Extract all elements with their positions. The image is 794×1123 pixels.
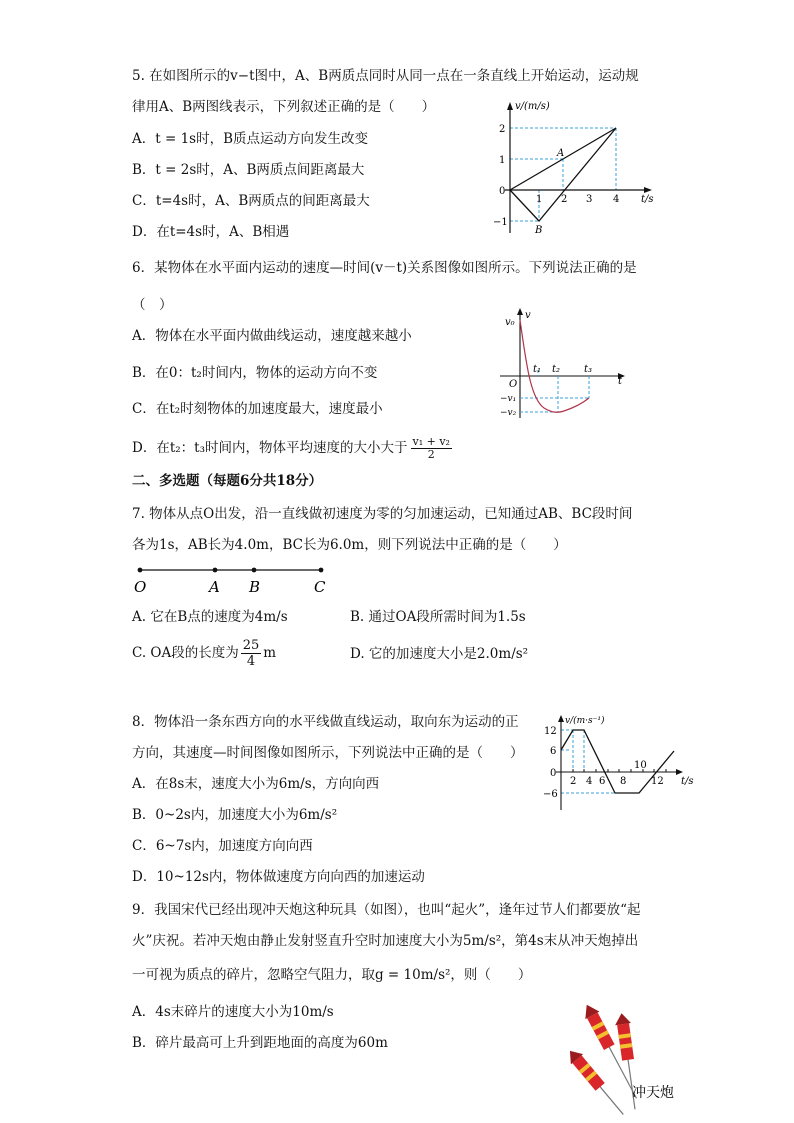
q6-option-a: A．物体在水平面内做曲线运动，速度越来越小 [132, 328, 412, 344]
q6-option-b: B．在0：t₂时间内，物体的运动方向不变 [132, 365, 378, 381]
q6-label-origin: O [509, 379, 518, 390]
q8-xtick-8: 8 [620, 776, 627, 787]
q5-xlabel: t/s [641, 194, 654, 205]
q5-option-a: A．t = 1s时，B质点运动方向发生改变 [132, 131, 369, 147]
q6-label-v0: v₀ [505, 317, 515, 328]
q7-fraction [241, 638, 262, 669]
q6-label-t2: t₂ [552, 364, 561, 375]
q7-segment-diagram [128, 562, 338, 598]
q5-ytick-2: 2 [499, 124, 506, 135]
q8-xlabel: t/s [681, 776, 694, 787]
q7-stem-line2: 各为1s，AB长为4.0m，BC长为6.0m，则下列说法中正确的是（ ） [132, 537, 567, 553]
q8-xtick-10: 10 [634, 760, 647, 771]
q7-stem-line1: 7. 物体从点O出发，沿一直线做初速度为零的匀加速运动，已知通过AB、BC段时间 [132, 506, 633, 522]
q7-option-a: A. 它在B点的速度为4m/s [132, 609, 288, 625]
q6-option-c: C．在t₂时刻物体的加速度最大，速度最小 [132, 401, 383, 417]
q5-ytick-m1: −1 [493, 217, 508, 228]
q8-ytick-m6: −6 [543, 789, 558, 800]
q9-option-a: A．4s末碎片的速度大小为10m/s [132, 1004, 334, 1020]
q6-label-mv1: −v₁ [500, 394, 517, 404]
q5-xtick-2: 2 [561, 194, 568, 205]
q7-point-b: B [249, 578, 261, 596]
q6-label-mv2: −v₂ [500, 408, 517, 418]
q7-option-d: D. 它的加速度大小是2.0m/s² [350, 646, 529, 662]
section-multiple-choice-heading: 二、多选题（每题6分共18分） [132, 473, 323, 489]
q8-xtick-12: 12 [651, 776, 664, 787]
q9-stem-line1: 9．我国宋代已经出现冲天炮这种玩具（如图），也叫“起火”，逢年过节人们都要放“起 [132, 902, 641, 918]
q5-ytick-1: 1 [499, 155, 506, 166]
q8-ytick-12: 12 [544, 726, 557, 737]
q8-xtick-4: 4 [586, 776, 593, 787]
q9-option-b: B．碎片最高可上升到距地面的高度为60m [132, 1035, 388, 1051]
q7-option-c [132, 635, 276, 671]
q7-point-o: O [134, 578, 147, 596]
q8-stem-line2: 方向，其速度—时间图像如图所示，下列说法中正确的是（ ） [132, 745, 524, 761]
q7-option-c-unit: m [263, 645, 277, 661]
q8-xtick-6: 6 [599, 776, 606, 787]
q8-option-d: D．10~12s内，物体做速度方向向西的加速运动 [132, 869, 425, 885]
q6-option-d-text: D．在t₂：t₃时间内，物体平均速度的大小大于 [132, 440, 408, 456]
q5-option-c: C．t=4s时，A、B两质点的间距离最大 [132, 193, 370, 209]
q8-ytick-6: 6 [550, 746, 557, 757]
q7-frac-den: 4 [246, 654, 256, 669]
q6-label-v: v [525, 310, 531, 321]
q9-stem-line2: 火”庆祝。若冲天炮由静止发射竖直升空时加速度大小为5m/s²，第4s末从冲天炮掉出 [132, 933, 639, 949]
q5-label-a: A [557, 148, 565, 159]
q8-xtick-2: 2 [570, 776, 577, 787]
q9-stem-line3: 一可视为质点的碎片，忽略空气阻力，取g = 10m/s²，则（ ） [132, 967, 532, 983]
q5-option-d: D．在t=4s时，A、B相遇 [132, 224, 290, 240]
q8-ytick-0: 0 [550, 768, 557, 779]
q7-option-c-text: C. OA段的长度为 [132, 645, 239, 661]
q8-option-a: A．在8s末，速度大小为6m/s，方向向西 [132, 776, 380, 792]
q5-label-b: B [535, 225, 543, 236]
q5-option-b: B．t = 2s时，A、B两质点间距离最大 [132, 162, 365, 178]
q6-frac-den: 2 [427, 448, 435, 461]
q6-paren: （ ） [132, 297, 173, 313]
q7-option-b: B. 通过OA段所需时间为1.5s [350, 609, 526, 625]
firecracker-caption: 冲天炮 [632, 1085, 674, 1101]
q5-ylabel: v/(m/s) [515, 101, 550, 112]
q5-ytick-0: 0 [499, 186, 506, 197]
q6-label-t1: t₁ [533, 364, 542, 375]
q6-label-t3: t₃ [584, 364, 593, 375]
q8-stem-line1: 8．物体沿一条东西方向的水平线做直线运动，取向东为运动的正 [132, 714, 519, 730]
q8-option-b: B．0~2s内，加速度大小为6m/s² [132, 807, 338, 823]
firecracker-rocket-illustration [560, 990, 690, 1115]
q5-xtick-4: 4 [613, 194, 620, 205]
q5-stem-line1: 5. 在如图所示的v−t图中，A、B两质点同时从同一点在一条直线上开始运动，运动规 [132, 68, 639, 84]
q8-option-c: C．6~7s内，加速度方向向西 [132, 838, 313, 854]
q6-label-t: t [618, 376, 623, 387]
q6-stem: 6．某物体在水平面内运动的速度—时间(v－t)关系图像如图所示。下列说法正确的是 [132, 260, 637, 276]
q6-fraction [411, 436, 452, 461]
q5-stem-line2: 律用A、B两图线表示，下列叙述正确的是（ ） [132, 99, 436, 115]
q8-ylabel: v/(m·s⁻¹) [565, 716, 605, 726]
q7-point-c: C [314, 578, 326, 596]
q6-frac-num: v₁ + v₂ [412, 435, 450, 448]
q6-vt-graph [498, 306, 633, 422]
q8-vt-graph [538, 713, 698, 813]
q5-xtick-3: 3 [586, 194, 593, 205]
q7-point-a: A [209, 578, 220, 596]
q5-vt-graph [495, 98, 665, 238]
q7-frac-num: 25 [242, 638, 260, 653]
q6-option-d [132, 436, 452, 461]
q5-xtick-1: 1 [536, 194, 543, 205]
